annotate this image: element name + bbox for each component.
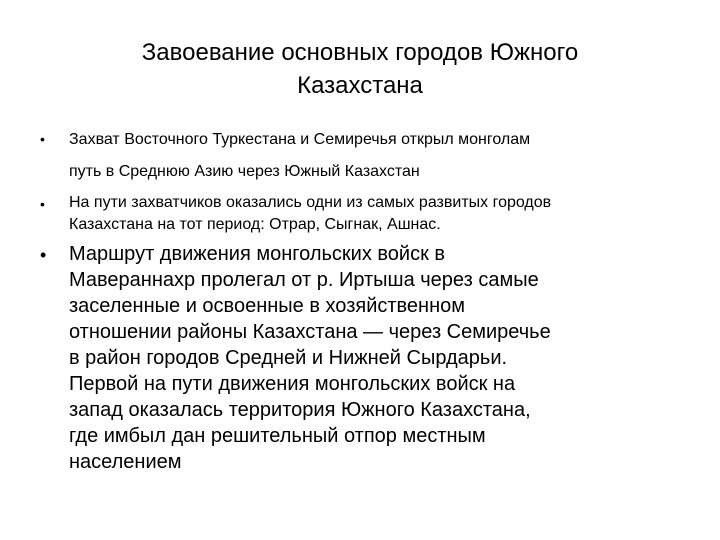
bullet-text-line: Первой на пути движения монгольских войск на [69, 373, 516, 395]
bullet-text-line: Мавераннахр пролегал от р. Иртыша через самые [69, 269, 539, 291]
bullet-text-line: заселенные и освоенные в хозяйственном [69, 295, 466, 317]
bullet-text-line: населением [69, 451, 182, 473]
bullet-text-line: отношении районы Казахстана — через Семиречье [69, 321, 551, 343]
bullet-text-line: Казахстана на тот период: Отрар, Сыгнак, Ашнас. [69, 216, 441, 233]
bullet-text [69, 241, 551, 475]
slide-title-line: Завоевание основных городов Южного [141, 39, 579, 66]
bullet-text-line: в район городов Средней и Нижней Сырдарьи. [69, 347, 508, 369]
bullet-marker: • [40, 245, 47, 265]
bullet-text [69, 192, 551, 236]
bullet-text-line: путь в Среднюю Азию через Южный Казахстан [69, 163, 420, 180]
slide-title [60, 36, 660, 102]
bullet-text-line: запад оказалась территория Южного Казахстана, [69, 399, 531, 421]
bullet-marker: • [40, 131, 45, 147]
slide-title-line: Казахстана [297, 72, 423, 99]
bullet-text [69, 124, 530, 188]
bullet-marker: • [40, 196, 45, 212]
bullet-text-line: Захват Восточного Туркестана и Семиречья открыл монголам [69, 131, 531, 148]
bullet-text-line: Маршрут движения монгольских войск в [69, 243, 446, 265]
bullet-text-line: где имбыл дан решительный отпор местным [69, 425, 486, 447]
bullet-text-line: На пути захватчиков оказались одни из самых развитых городов [69, 194, 552, 211]
